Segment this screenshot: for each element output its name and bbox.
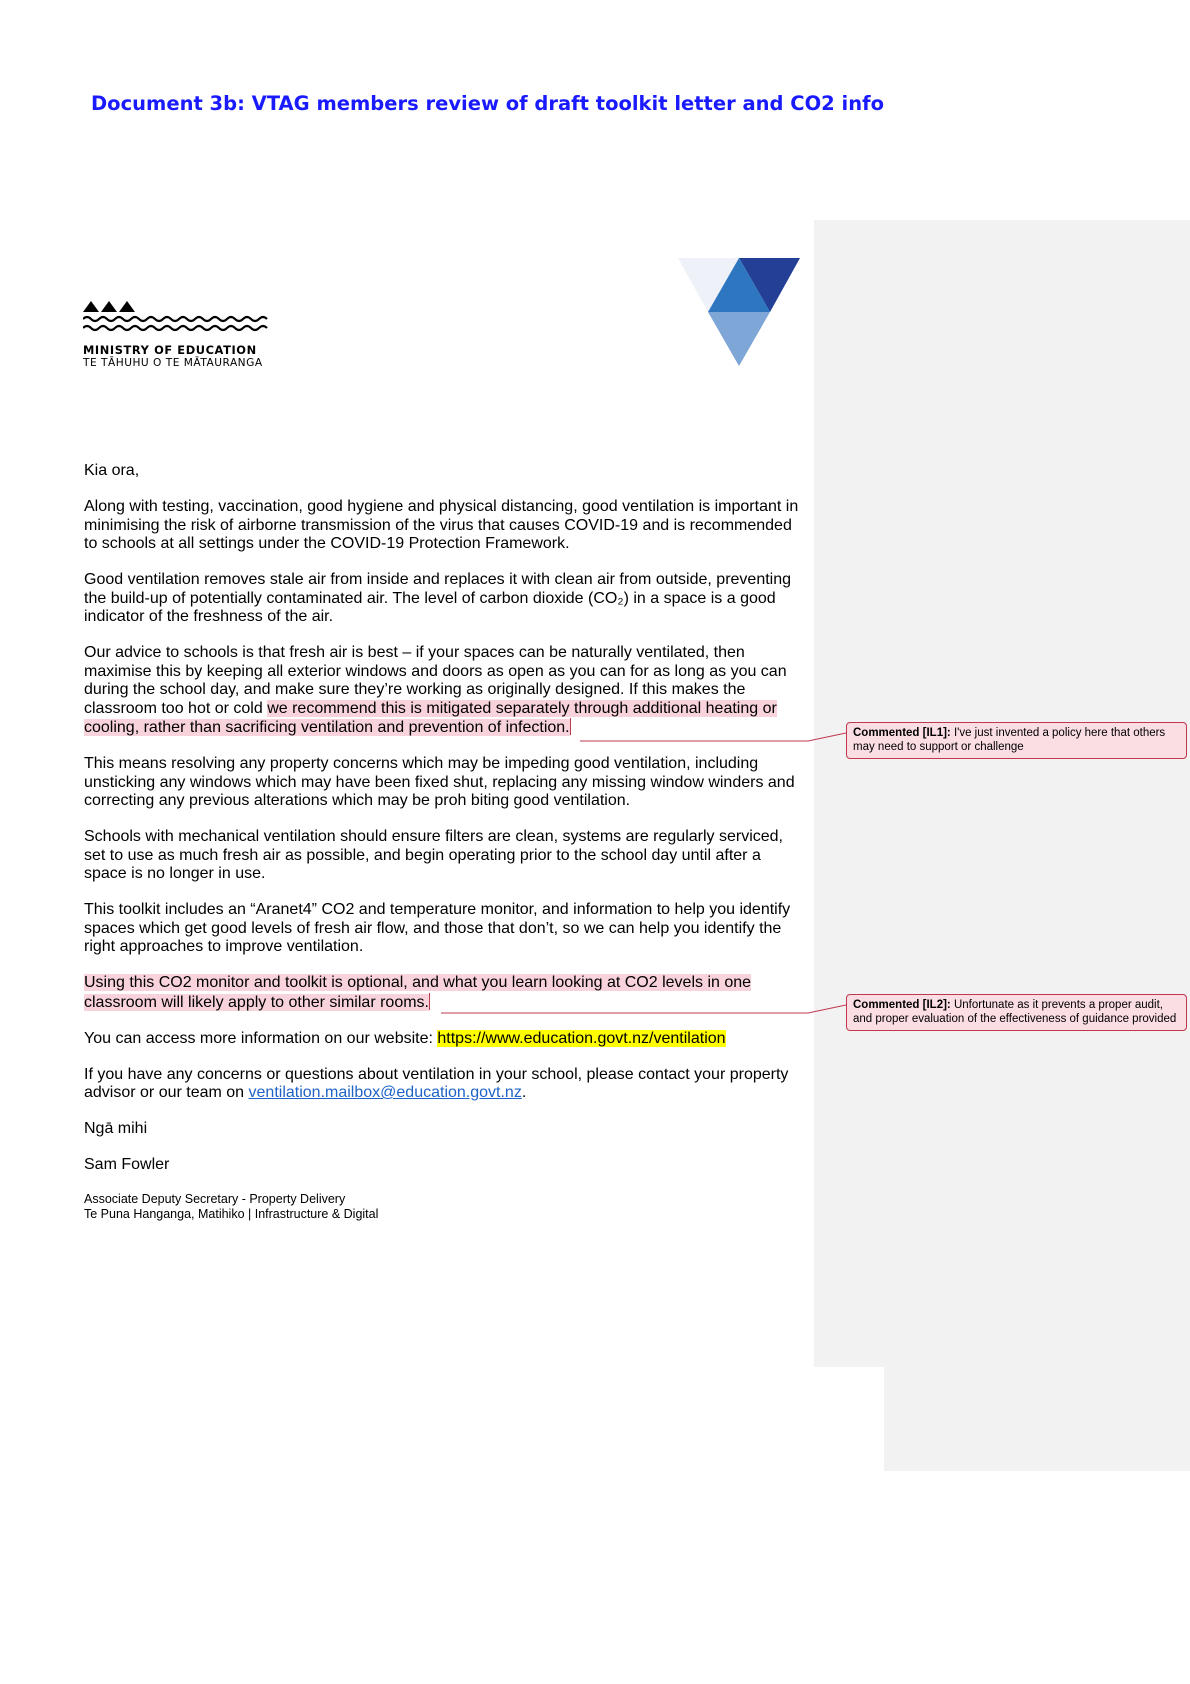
paragraph-3-text: Our advice to schools is that fresh air is best – if your spaces can be naturally ventilated, then maximise this by keeping all exterior windows and doors as open as you can for as long as you can during the school day, and make sure they’re working as originally designed. If this makes the classroom too hot or cold	[84, 644, 787, 717]
contact-text-end: .	[521, 1084, 527, 1101]
paragraph-3	[84, 644, 804, 738]
paragraph-8	[84, 1030, 804, 1049]
paragraph-6: This toolkit includes an “Aranet4” CO2 and temperature monitor, and information to help you identify spaces which get good levels of fresh air flow, and those that don’t, so we can help you identify the right approaches to improve ventilation.	[84, 901, 791, 955]
paragraph-7	[84, 974, 804, 1012]
comment-1-text: I've just invented a policy here that others may need to support or challenge	[853, 727, 1166, 753]
comment-highlight-1[interactable]: we recommend this is mitigated separately through additional heating or cooling, rather than sacrificing ventilation and prevention of infection.	[84, 699, 777, 736]
contact-text: If you have any concerns or questions about ventilation in your school, please contact your property advisor or our team on	[84, 1065, 789, 1101]
signature-block	[84, 1192, 804, 1221]
paragraph-9	[84, 1066, 804, 1103]
signatory-title: Associate Deputy Secretary - Property Delivery	[84, 1192, 346, 1206]
ministry-name: MINISTRY OF EDUCATION	[83, 343, 257, 357]
signatory-unit: Te Puna Hanganga, Matihiko | Infrastructure & Digital	[84, 1206, 379, 1221]
paragraph-4: This means resolving any property concerns which may be impeding good ventilation, including unsticking any windows which may have been fixed shut, replacing any missing window winders and correcting any previous alterations which may be proh biting good ventilation.	[84, 755, 795, 809]
comment-1-label: Commented [IL1]:	[853, 727, 951, 739]
comment-2-label: Commented [IL2]:	[853, 999, 951, 1011]
comment-balloon-2[interactable]	[846, 994, 1187, 1031]
comment-pane-notch	[814, 1367, 884, 1471]
paragraph-2: Good ventilation removes stale air from inside and replaces it with clean air from outside, preventing the build-up of potentially contaminated air. The level of carbon dioxide (CO₂) in a space is a good indicator of the freshness of the air.	[84, 571, 792, 625]
document-title: Document 3b: VTAG members review of draft toolkit letter and CO2 info	[91, 92, 884, 115]
comment-highlight-2[interactable]: Using this CO2 monitor and toolkit is optional, and what you learn looking at CO2 levels in one classroom will likely apply to other similar rooms.	[84, 974, 752, 1011]
comment-2-text: Unfortunate as it prevents a proper audit, and proper evaluation of the effectiveness of guidance provided	[853, 999, 1177, 1025]
ministry-logo	[83, 298, 273, 369]
comment-pane	[814, 220, 1190, 1471]
comment-anchor-1	[570, 718, 571, 735]
paragraph-1: Along with testing, vaccination, good hygiene and physical distancing, good ventilation is important in minimising the risk of airborne transmission of the virus that causes COVID-19 and is recommended to schools at all settings under the COVID-19 Protection Framework.	[84, 498, 799, 552]
triangle-logo-icon	[678, 258, 800, 366]
comment-balloon-1[interactable]	[846, 722, 1187, 759]
email-link[interactable]: ventilation.mailbox@education.govt.nz	[248, 1084, 522, 1101]
comment-anchor-2	[429, 993, 430, 1010]
closing: Ngā mihi	[84, 1120, 148, 1137]
paragraph-5: Schools with mechanical ventilation should ensure filters are clean, systems are regularly serviced, set to use as much fresh air as possible, and begin operating prior to the school day until after a space is no longer in use.	[84, 828, 783, 882]
signatory-name: Sam Fowler	[84, 1156, 170, 1173]
letter-body	[84, 462, 804, 1221]
mountains-waves-icon	[83, 298, 268, 334]
website-link[interactable]: https://www.education.govt.nz/ventilation	[437, 1029, 726, 1047]
website-text: You can access more information on our website:	[84, 1029, 438, 1047]
ministry-maori-name: TE TĀHUHU O TE MĀTAURANGA	[83, 357, 263, 369]
triangle-logo	[678, 258, 800, 371]
greeting: Kia ora,	[84, 462, 140, 479]
